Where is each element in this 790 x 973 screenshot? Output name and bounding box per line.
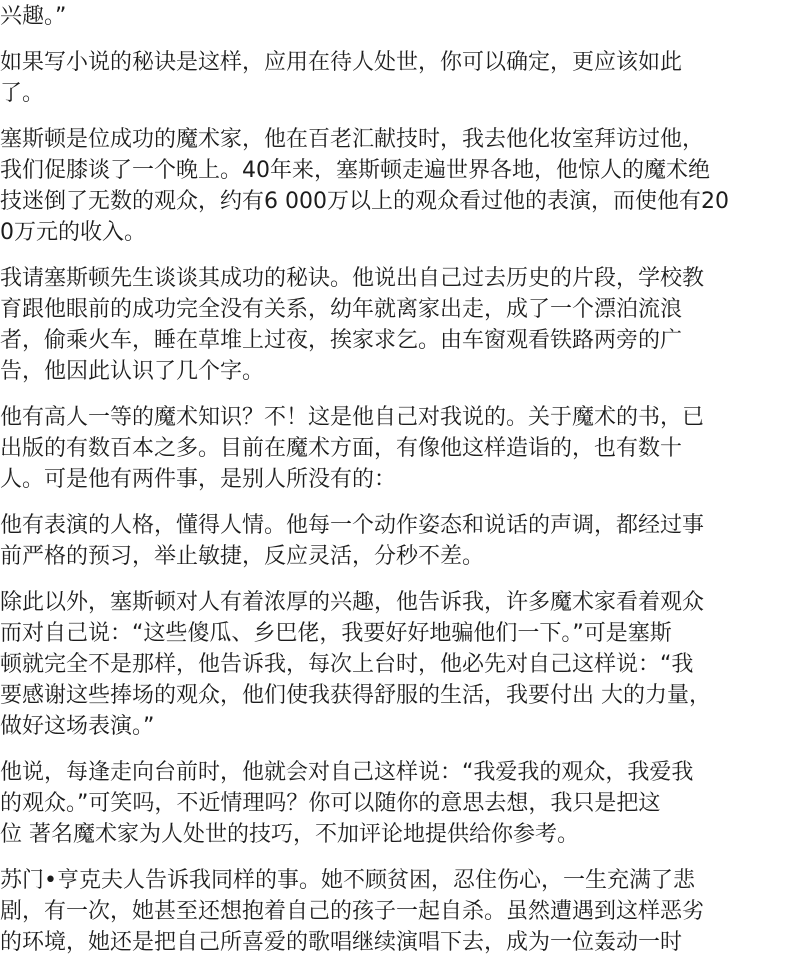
paragraph-9: 苏门•亨克夫人告诉我同样的事。她不顾贫困，忍住伤心，一生充满了悲 剧，有一次，她甚至还想抱着自己的孩子一起自杀。虽然遭遇到这样恶劣 的环境，她还是把自己所喜爱的歌唱继续演唱下去，成为一位轰动一时 xyxy=(0,868,705,955)
paragraph-8: 他说，每逢走向台前时，他就会对自己这样说：“我爱我的观众，我爱我 的观众。”可笑吗，不近情理吗？你可以随你的意思去想，我只是把这 位 著名魔术家为人处世的技巧，不加评论地提供给你参考。 xyxy=(0,760,694,847)
paragraph-6: 他有表演的人格，懂得人情。他每一个动作姿态和说话的声调，都经过事 前严格的预习，举止敏捷，反应灵活，分秒不差。 xyxy=(0,513,705,569)
paragraph-1: 兴趣。” xyxy=(0,4,67,29)
paragraph-3: 塞斯顿是位成功的魔术家，他在百老汇献技时，我去他化妆室拜访过他， 我们促膝谈了一个晚上。40年来，塞斯顿走遍世界各地，他惊人的魔术绝 技迷倒了无数的观众，约有6 000万以上的观众看过他的表演，而使他有20 0万元的收入。 xyxy=(0,127,729,245)
paragraph-4: 我请塞斯顿先生谈谈其成功的秘诀。他说出自己过去历史的片段，学校教 育跟他眼前的成功完全没有关系，幼年就离家出走，成了一个漂泊流浪 者，偷乘火车，睡在草堆上过夜，挨家求乞。由车窗观看铁路两旁的广 告，他因此认识了几个字。 xyxy=(0,266,705,384)
paragraph-2: 如果写小说的秘诀是这样，应用在待人处世，你可以确定，更应该如此 了。 xyxy=(0,50,683,106)
paragraph-5: 他有高人一等的魔术知识？不！这是他自己对我说的。关于魔术的书，已 出版的有数百本之多。目前在魔术方面，有像他这样造诣的，也有数十 人。可是他有两件事，是别人所没有的： xyxy=(0,405,705,492)
paragraph-7: 除此以外，塞斯顿对人有着浓厚的兴趣，他告诉我，许多魔术家看着观众 而对自己说：“这些傻瓜、乡巴佬，我要好好地骗他们一下。”可是塞斯 顿就完全不是那样，他告诉我，每次上台时，他必先对自己这样说：“我 要感谢这些捧场的观众，他们使我获得舒服的生活，我要付出 大的力量， 做好这场表演。” xyxy=(0,590,711,739)
